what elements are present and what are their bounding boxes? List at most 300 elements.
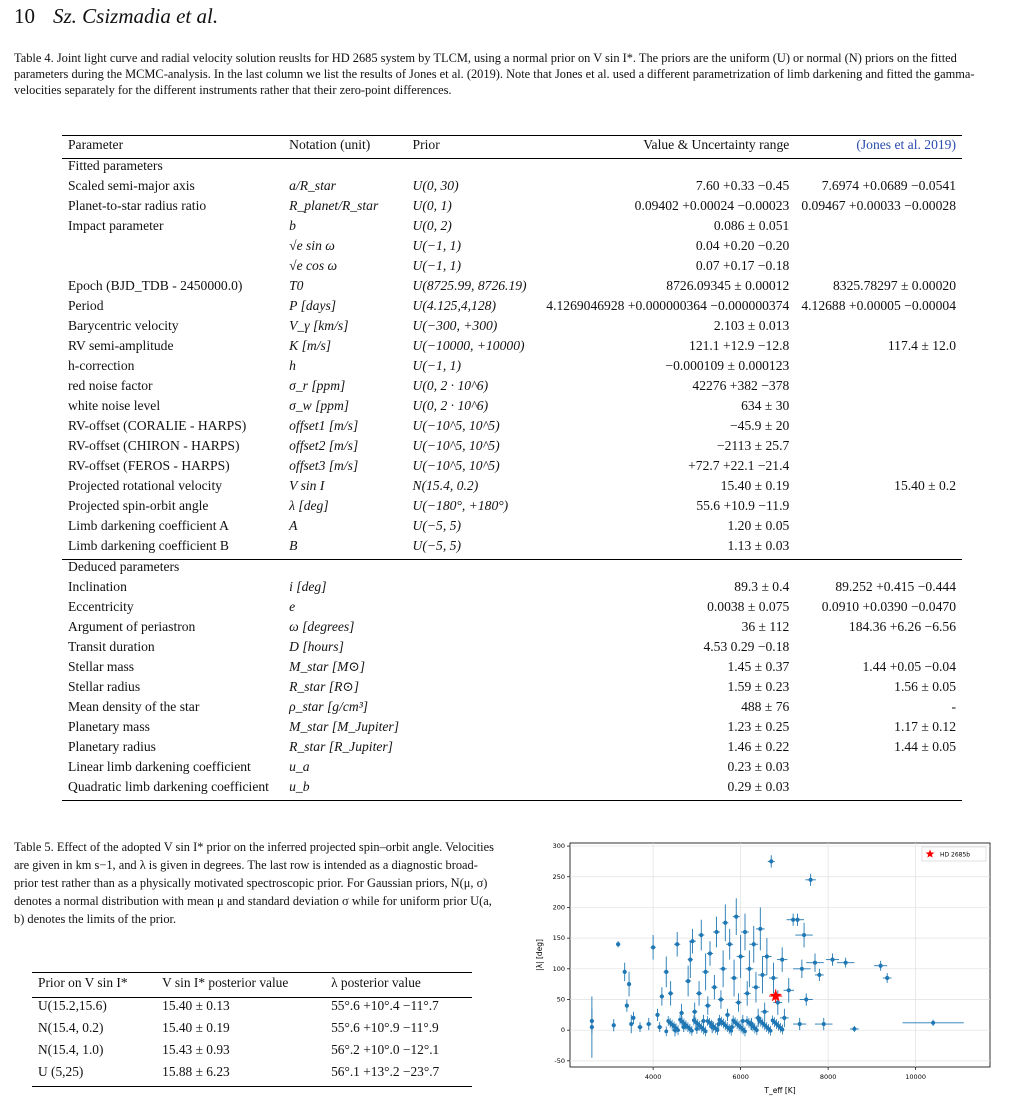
data-point <box>616 942 620 946</box>
table4-row <box>62 740 962 760</box>
table-cell: +72.7 +22.1 −21.4 <box>688 458 790 473</box>
table-cell: Argument of periastron <box>68 619 196 634</box>
data-point <box>719 997 723 1001</box>
table-cell: 0.09467 +0.00033 −0.00028 <box>801 198 956 213</box>
table-cell: U(4.125,4,128) <box>412 298 496 313</box>
table-cell <box>795 459 962 479</box>
table-cell: 8726.09345 ± 0.00012 <box>666 278 790 293</box>
table-cell: u_a <box>289 759 310 774</box>
table-cell <box>795 539 962 560</box>
table-cell: Limb darkening coefficient A <box>68 518 229 533</box>
table-cell: 1.20 ± 0.05 <box>727 518 790 533</box>
x-axis-label: T_eff [K] <box>764 1086 796 1095</box>
table-cell: D [hours] <box>289 639 344 654</box>
table-cell <box>62 259 283 279</box>
table-cell: P [days] <box>289 298 337 313</box>
table4-row <box>62 600 962 620</box>
table-cell: b <box>289 218 296 233</box>
table5-header-cell: λ posterior value <box>325 973 472 998</box>
table-cell <box>795 259 962 279</box>
data-point <box>729 1029 733 1033</box>
table-cell <box>795 359 962 379</box>
table-cell: i [deg] <box>289 579 327 594</box>
data-point <box>693 1010 697 1014</box>
table-cell: U(−10^5, 10^5) <box>412 438 500 453</box>
table4-row <box>62 219 962 239</box>
table-cell: 0.0038 ± 0.075 <box>707 599 790 614</box>
data-point <box>647 1022 651 1026</box>
table-cell: 0.04 +0.20 −0.20 <box>695 238 790 253</box>
table-cell <box>540 560 795 581</box>
table4-row <box>62 359 962 379</box>
table4-row <box>62 399 962 419</box>
data-point <box>655 1013 659 1017</box>
y-tick-label: -50 <box>554 1056 565 1065</box>
table-cell: U(−1, 1) <box>412 358 461 373</box>
table-cell: e <box>289 599 296 614</box>
table-cell <box>795 499 962 519</box>
x-tick-label: 10000 <box>905 1073 926 1081</box>
data-point <box>769 1029 773 1033</box>
table4-row <box>62 379 962 399</box>
table5-header-cell: V sin I* posterior value <box>156 973 325 998</box>
table-cell: U(0, 2) <box>412 218 452 233</box>
table-cell: 1.46 ± 0.22 <box>727 739 790 754</box>
data-point <box>721 967 725 971</box>
table-cell: √e cos ω <box>289 258 338 273</box>
table-cell: U(0, 1) <box>412 198 452 213</box>
data-point <box>800 967 804 971</box>
table-cell: offset1 [m/s] <box>289 418 359 433</box>
data-point <box>627 982 631 986</box>
table-cell <box>62 239 283 259</box>
table-cell: 4.12688 +0.00005 −0.00004 <box>801 298 956 313</box>
table-cell: RV-offset (CORALIE - HARPS) <box>68 418 247 433</box>
table4-header-cell: Notation (unit) <box>283 136 406 159</box>
table4-row <box>62 439 962 459</box>
data-point <box>660 994 664 998</box>
table-cell: 15.40 ± 0.13 <box>162 998 230 1013</box>
table4-row <box>62 499 962 519</box>
page-header <box>14 4 218 29</box>
table-cell: 15.88 ± 6.23 <box>156 1064 325 1087</box>
data-point <box>813 961 817 965</box>
table-cell: U(−180°, +180°) <box>412 498 509 513</box>
table4-header-row <box>62 136 962 159</box>
data-point <box>760 973 764 977</box>
table-cell: Stellar radius <box>68 679 141 694</box>
table5-row <box>32 998 472 1021</box>
table-cell: 55.6 +10.9 −11.9 <box>696 498 790 513</box>
table-cell <box>407 620 541 640</box>
data-point <box>712 985 716 989</box>
table-cell: Mean density of the star <box>68 699 200 714</box>
table4-row <box>62 680 962 700</box>
table4-row <box>62 620 962 640</box>
y-axis-label: |λ| [deg] <box>535 939 544 971</box>
data-point <box>769 859 773 863</box>
table-cell <box>407 600 541 620</box>
x-tick-label: 4000 <box>644 1073 662 1081</box>
table5-header-row <box>32 973 472 998</box>
table4-row <box>62 319 962 339</box>
data-point <box>745 991 749 995</box>
data-point <box>697 991 701 995</box>
table4-section-row <box>62 560 962 581</box>
data-point <box>747 967 751 971</box>
table-cell: U(0, 2 · 10^6) <box>412 378 489 393</box>
table-cell: Inclination <box>68 579 127 594</box>
table-cell: 0.29 ± 0.03 <box>540 780 795 801</box>
data-point <box>590 1019 594 1023</box>
table-cell: −45.9 ± 20 <box>730 418 790 433</box>
data-point <box>704 970 708 974</box>
table-cell: 4.1269046928 +0.000000364 −0.000000374 <box>546 298 790 313</box>
data-point <box>612 1023 616 1027</box>
data-point <box>822 1022 826 1026</box>
data-point <box>771 976 775 980</box>
data-point <box>716 1028 720 1032</box>
table-cell: 1.44 ± 0.05 <box>894 739 956 754</box>
data-point <box>852 1027 856 1031</box>
table-cell: 0.07 +0.17 −0.18 <box>695 258 790 273</box>
data-point <box>725 1013 729 1017</box>
table-cell <box>795 219 962 239</box>
legend-label: HD 2685b <box>940 851 971 859</box>
data-point <box>743 930 747 934</box>
data-point <box>931 1021 935 1025</box>
table-cell <box>795 560 962 581</box>
data-point <box>739 954 743 958</box>
data-point <box>754 985 758 989</box>
table-cell: RV-offset (FEROS - HARPS) <box>68 458 230 473</box>
table4-header-cell: Value & Uncertainty range <box>540 136 795 159</box>
table-cell: 0.086 ± 0.051 <box>713 218 790 233</box>
data-point <box>708 951 712 955</box>
data-point <box>686 979 690 983</box>
table4 <box>62 135 962 801</box>
y-tick-label: 100 <box>552 964 565 973</box>
table-cell <box>407 560 541 581</box>
table-cell: ω [degrees] <box>289 619 355 634</box>
table-cell: U(−10^5, 10^5) <box>412 458 500 473</box>
table-cell: u_b <box>283 780 406 801</box>
table4-row <box>62 700 962 720</box>
table-cell <box>407 780 541 801</box>
table-cell: 55°.6 +10°.4 −11°.7 <box>331 998 439 1013</box>
table-cell <box>795 640 962 660</box>
data-point <box>782 1016 786 1020</box>
table-cell: U(15.2,15.6) <box>38 998 107 1013</box>
table4-row <box>62 760 962 780</box>
table-cell: T0 <box>289 278 304 293</box>
table5-row <box>32 1020 472 1042</box>
table-cell: Eccentricity <box>68 599 134 614</box>
table-cell: λ [deg] <box>289 498 329 513</box>
data-point <box>844 961 848 965</box>
table-cell <box>795 760 962 780</box>
table-cell: 1.44 +0.05 −0.04 <box>862 659 956 674</box>
table4-row <box>62 259 962 279</box>
table4-header-cell: Parameter <box>62 136 283 159</box>
table4-row <box>62 580 962 600</box>
y-tick-label: 250 <box>552 872 565 881</box>
table-cell <box>283 560 406 581</box>
data-point <box>728 942 732 946</box>
table-cell: 36 ± 112 <box>741 619 790 634</box>
data-point <box>879 964 883 968</box>
table4-row <box>62 519 962 539</box>
table-cell: −0.000109 ± 0.000123 <box>665 358 790 373</box>
table-cell: 0.09402 +0.00024 −0.00023 <box>634 198 790 213</box>
y-tick-label: 300 <box>552 842 565 851</box>
table-cell <box>795 379 962 399</box>
data-point <box>758 927 762 931</box>
data-point <box>830 958 834 962</box>
data-point <box>763 1010 767 1014</box>
table-cell: 15.40 ± 0.2 <box>894 478 956 493</box>
table4-row <box>62 239 962 259</box>
table-cell: U(8725.99, 8726.19) <box>412 278 527 293</box>
table-cell: 488 ± 76 <box>741 699 790 714</box>
table-cell: Barycentric velocity <box>68 318 179 333</box>
y-tick-label: 150 <box>552 934 565 943</box>
spin-orbit-scatter-chart <box>530 835 1000 1100</box>
data-point <box>734 915 738 919</box>
table-cell: Planet-to-star radius ratio <box>68 198 207 213</box>
section-label: Deduced parameters <box>68 559 180 574</box>
table-cell: U(0, 2 · 10^6) <box>412 398 489 413</box>
table4-section-row <box>62 159 962 180</box>
table-cell: Linear limb darkening coefficient <box>68 759 251 774</box>
table-cell: U(−5, 5) <box>407 539 541 560</box>
table-cell: U(−300, +300) <box>412 318 498 333</box>
y-tick-label: 200 <box>552 903 565 912</box>
table-cell <box>407 700 541 720</box>
table-cell: white noise level <box>68 398 161 413</box>
table-cell: M_star [M⊙] <box>289 659 366 674</box>
data-point <box>695 1027 699 1031</box>
table-cell <box>407 660 541 680</box>
table-cell: 1.23 ± 0.25 <box>727 719 790 734</box>
table-cell: 1.45 ± 0.37 <box>727 659 790 674</box>
table-cell: offset2 [m/s] <box>289 438 359 453</box>
table-cell: U(−10^5, 10^5) <box>412 418 500 433</box>
table-cell <box>407 760 541 780</box>
table5-row <box>32 1064 472 1087</box>
table-cell: 7.60 +0.33 −0.45 <box>695 178 790 193</box>
table-cell: Stellar mass <box>68 659 135 674</box>
table-cell: RV-offset (CHIRON - HARPS) <box>68 438 240 453</box>
table4-row <box>62 339 962 359</box>
table-cell <box>795 239 962 259</box>
table-cell <box>407 159 541 180</box>
table-cell: σ_w [ppm] <box>289 398 350 413</box>
data-point <box>676 1028 680 1032</box>
table-cell: M_star [M_Jupiter] <box>289 719 400 734</box>
data-point <box>699 933 703 937</box>
data-point <box>658 1025 662 1029</box>
table-cell: 55°.6 +10°.9 −11°.9 <box>331 1020 439 1035</box>
table4-row <box>62 780 962 801</box>
table-cell <box>407 680 541 700</box>
table-cell: Projected spin-orbit angle <box>68 498 209 513</box>
data-point <box>804 997 808 1001</box>
table-cell: 121.1 +12.9 −12.8 <box>689 338 790 353</box>
table-cell: ρ_star [g/cm³] <box>289 699 369 714</box>
table-cell: B <box>283 539 406 560</box>
table-cell: K [m/s] <box>289 338 332 353</box>
table-cell: 634 ± 30 <box>741 398 790 413</box>
x-tick-label: 6000 <box>732 1073 749 1081</box>
table-cell <box>795 439 962 459</box>
table-cell: 4.53 0.29 −0.18 <box>703 639 790 654</box>
table-cell: 7.6974 +0.0689 −0.0541 <box>821 178 956 193</box>
table-cell: 8325.78297 ± 0.00020 <box>832 278 956 293</box>
page-number: 10 <box>14 4 35 28</box>
table-cell: Transit duration <box>68 639 155 654</box>
table-cell: Epoch (BJD_TDB - 2450000.0) <box>68 278 243 293</box>
data-point <box>706 1004 710 1008</box>
data-point <box>736 1000 740 1004</box>
table-cell: −2113 ± 25.7 <box>716 438 790 453</box>
table-cell: U(−1, 1) <box>412 238 461 253</box>
data-point <box>679 1011 683 1015</box>
table-cell: 1.59 ± 0.23 <box>727 679 790 694</box>
data-point <box>664 1030 668 1034</box>
data-point <box>817 973 821 977</box>
table-cell: Scaled semi-major axis <box>68 178 195 193</box>
table4-row <box>62 459 962 479</box>
table-cell <box>407 720 541 740</box>
table-cell: a/R_star <box>289 178 336 193</box>
data-point <box>669 991 673 995</box>
data-point <box>765 954 769 958</box>
table-cell: 1.13 ± 0.03 <box>540 539 795 560</box>
data-point <box>623 970 627 974</box>
table-cell: 15.40 ± 0.19 <box>162 1020 230 1035</box>
table-cell <box>283 159 406 180</box>
y-tick-label: 50 <box>556 995 565 1004</box>
table-cell: 56°.1 +13°.2 −23°.7 <box>325 1064 472 1087</box>
table-cell: R_star [R⊙] <box>289 679 360 694</box>
data-point <box>809 878 813 882</box>
table-cell: U(−5, 5) <box>412 518 461 533</box>
table-cell: 89.3 ± 0.4 <box>734 579 790 594</box>
table-cell: σ_r [ppm] <box>289 378 346 393</box>
table-cell <box>795 399 962 419</box>
table-cell: 1.17 ± 0.12 <box>894 719 956 734</box>
table-cell: 56°.2 +10°.0 −12°.1 <box>331 1042 440 1057</box>
data-point <box>664 970 668 974</box>
y-tick-label: 0 <box>560 1026 565 1035</box>
table-cell: Planetary radius <box>68 739 156 754</box>
table-cell: U(−10000, +10000) <box>412 338 525 353</box>
table5-caption: Table 5. Effect of the adopted V sin I* prior on the inferred projected spin–orbit angle. Velocities are given in km s−1, and λ is given in degrees. The last row is intended as a diagnostic broad-prior test rather than as a physically motivated spectroscopic prior. For Gaussian priors, N(μ, σ) denotes a normal distribution with mean μ and standard deviation σ while for uniform prior U(a, b) denotes the limits of the prior. <box>14 840 494 926</box>
table-cell <box>407 580 541 600</box>
data-point <box>802 933 806 937</box>
table-cell <box>795 780 962 801</box>
table-cell: R_star [R_Jupiter] <box>289 739 393 754</box>
data-point <box>638 1025 642 1029</box>
table4-row <box>62 179 962 199</box>
table-cell: 1.56 ± 0.05 <box>894 679 956 694</box>
data-point <box>755 1028 759 1032</box>
data-point <box>732 976 736 980</box>
table-cell: U(0, 30) <box>412 178 459 193</box>
table-cell: 15.40 ± 0.19 <box>720 478 790 493</box>
table-cell: RV semi-amplitude <box>68 338 174 353</box>
table4-header-cell: Prior <box>407 136 541 159</box>
data-point <box>743 1030 747 1034</box>
table-cell: h <box>289 358 296 373</box>
table4-row <box>62 640 962 660</box>
table-cell <box>795 159 962 180</box>
table-cell: V_γ [km/s] <box>289 318 349 333</box>
data-point <box>688 958 692 962</box>
table-cell: Limb darkening coefficient B <box>62 539 283 560</box>
table4-row <box>62 539 962 560</box>
table-cell: - <box>951 699 956 714</box>
data-point <box>741 1019 745 1023</box>
x-tick-label: 8000 <box>819 1073 837 1081</box>
data-point <box>690 939 694 943</box>
data-point <box>752 942 756 946</box>
table-cell: N(15.4, 0.2) <box>38 1020 104 1035</box>
table4-row <box>62 279 962 299</box>
table-cell: 15.43 ± 0.93 <box>162 1042 230 1057</box>
data-point <box>885 976 889 980</box>
table-cell: Quadratic limb darkening coefficient <box>62 780 283 801</box>
data-point <box>675 942 679 946</box>
table4-row <box>62 199 962 219</box>
table-cell <box>540 159 795 180</box>
data-point <box>781 1028 785 1032</box>
table-cell: N(15.4, 0.2) <box>412 478 479 493</box>
table-cell: U(−1, 1) <box>412 258 461 273</box>
table-cell: √e sin ω <box>289 238 335 253</box>
table-cell <box>407 640 541 660</box>
table5 <box>32 972 472 1087</box>
data-point <box>625 1004 629 1008</box>
table-cell: Planetary mass <box>68 719 150 734</box>
data-point <box>780 958 784 962</box>
table-cell: Period <box>68 298 104 313</box>
data-point <box>714 930 718 934</box>
running-authors: Sz. Csizmadia et al. <box>53 4 219 28</box>
table-cell: Projected rotational velocity <box>68 478 223 493</box>
data-point <box>787 988 791 992</box>
data-point <box>798 1022 802 1026</box>
table4-row <box>62 299 962 319</box>
data-point <box>701 1019 705 1023</box>
table4-row <box>62 720 962 740</box>
data-point <box>629 1022 633 1026</box>
data-point <box>723 921 727 925</box>
table-cell: N(15.4, 1.0) <box>38 1042 104 1057</box>
data-point <box>690 1029 694 1033</box>
table-cell: 117.4 ± 12.0 <box>887 338 956 353</box>
table-cell <box>795 419 962 439</box>
table-cell: U (5,25) <box>32 1064 156 1087</box>
table-cell <box>407 740 541 760</box>
data-point <box>795 918 799 922</box>
table-cell: 184.36 +6.26 −6.56 <box>848 619 956 634</box>
table4-header-cell: (Jones et al. 2019) <box>795 136 962 159</box>
data-point <box>651 945 655 949</box>
table-cell <box>795 319 962 339</box>
data-point <box>704 1030 708 1034</box>
